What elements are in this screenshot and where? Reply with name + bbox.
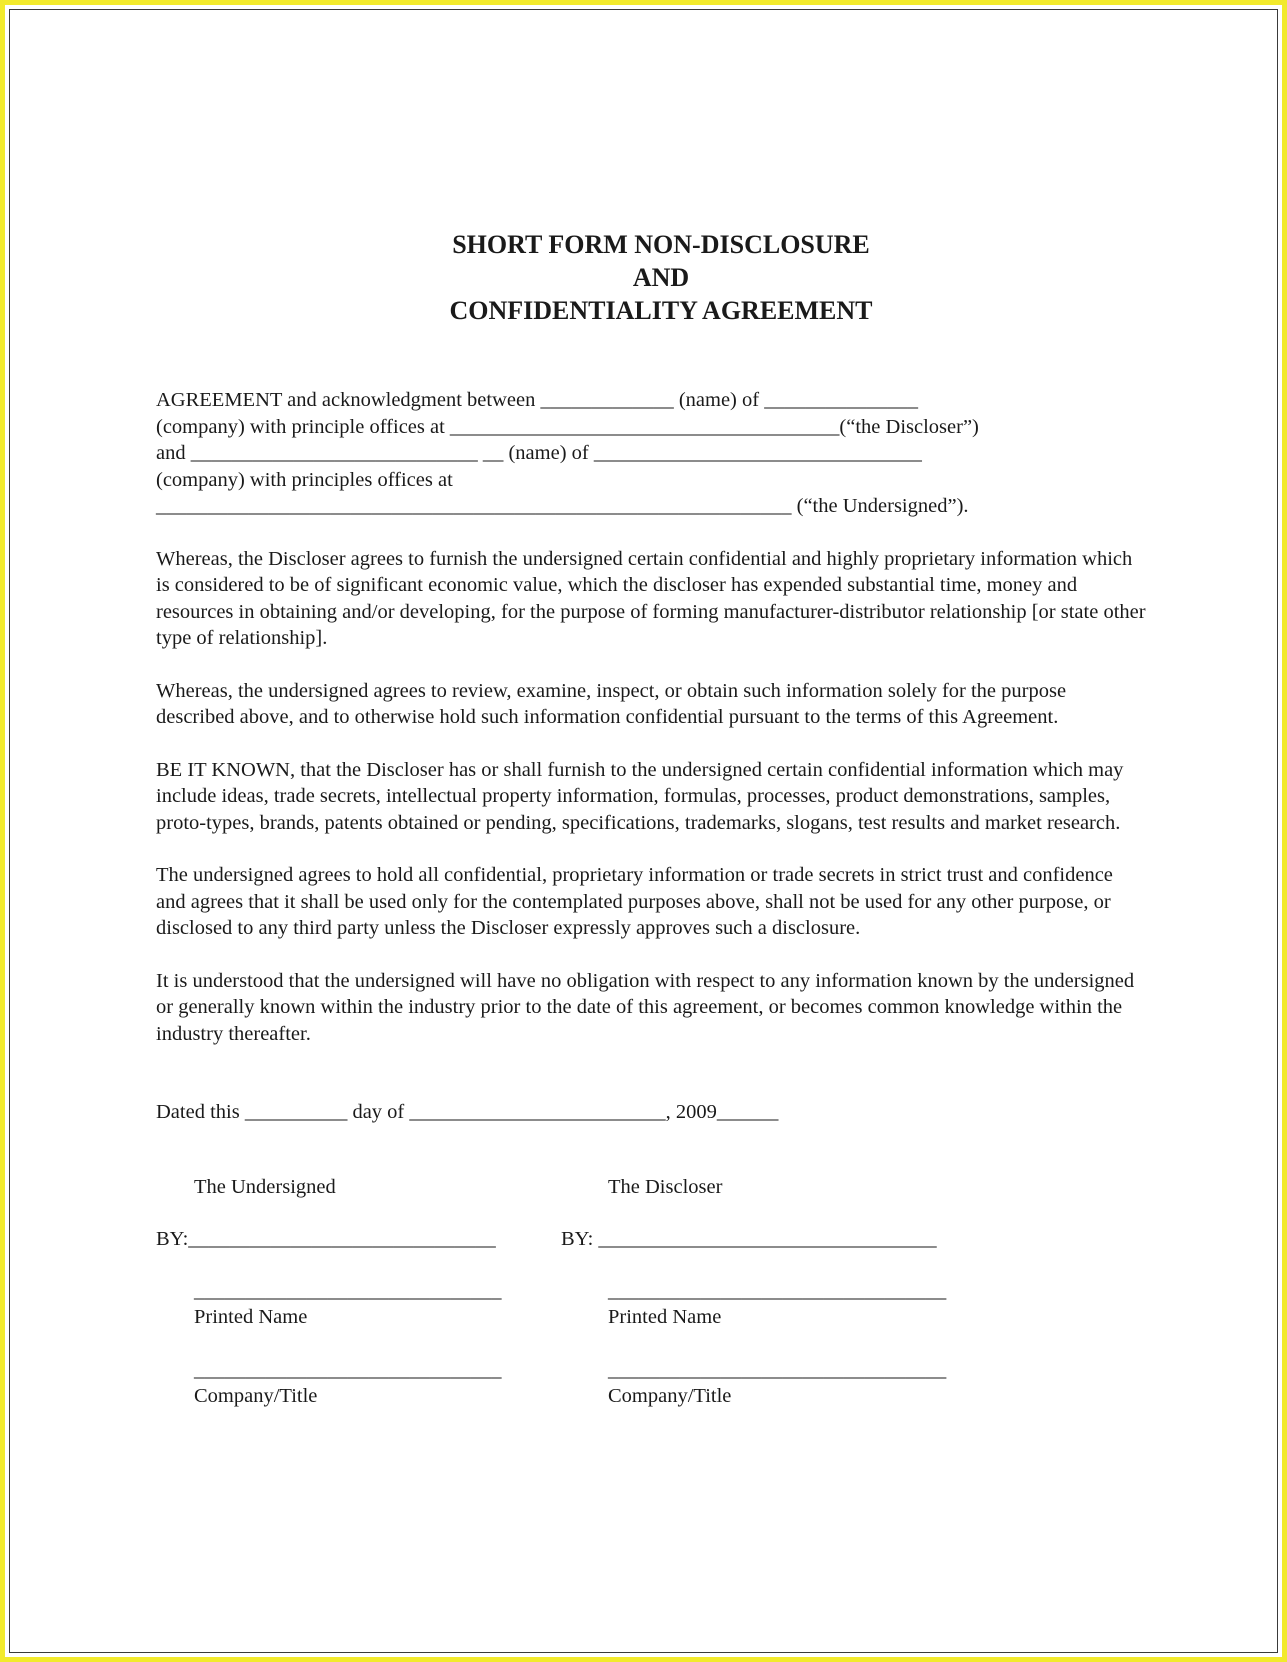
- intro-line-2: (company) with principle offices at ______________________________________(“the Discloser”): [156, 415, 979, 438]
- intro-line-5: ______________________________________________________________ (“the Undersigned”).: [156, 495, 969, 517]
- discloser-printed-name-line: _________________________________: [608, 1279, 947, 1302]
- signature-block: [156, 1174, 1146, 1434]
- discloser-company-title-line: _________________________________: [608, 1358, 947, 1381]
- undersigned-printed-name-label: Printed Name: [194, 1305, 308, 1328]
- undersigned-by-line: BY:______________________________: [156, 1227, 496, 1250]
- undersigned-heading: The Undersigned: [194, 1175, 336, 1198]
- intro-line-4: (company) with principles offices at: [156, 468, 453, 491]
- title-line-1: SHORT FORM NON-DISCLOSURE: [452, 230, 870, 259]
- title-line-2: AND: [632, 263, 690, 292]
- confidentiality-paragraph: The undersigned agrees to hold all confidential, proprietary information or trade secrets in strict trust and confidence and agrees that it shall be used only for the contemplated purposes above, shall not be used for any other purpose, or disclosed to any third party unless the Discloser expressly approves such a disclosure.: [156, 864, 1113, 939]
- dated-line: Dated this __________ day of _________________________, 2009______: [156, 1101, 779, 1123]
- discloser-by-line: BY: _________________________________: [561, 1227, 937, 1250]
- no-obligation-paragraph: It is understood that the undersigned will have no obligation with respect to any information known by the undersigned or generally known within the industry prior to the date of this agreement, or becomes common knowledge within the industry thereafter.: [156, 969, 1135, 1045]
- undersigned-company-title-label: Company/Title: [194, 1384, 318, 1407]
- be-it-known-paragraph: BE IT KNOWN, that the Discloser has or shall furnish to the undersigned certain confidential information which may include ideas, trade secrets, intellectual property information, formulas, processes, product demonstrations, samples, proto-types, brands, patents obtained or pending, specifications, trademarks, slogans, test results and market research.: [156, 758, 1124, 834]
- undersigned-printed-name-line: ______________________________: [194, 1279, 502, 1302]
- discloser-heading: The Discloser: [608, 1175, 723, 1198]
- whereas-paragraph-2: Whereas, the undersigned agrees to review, examine, inspect, or obtain such information solely for the purpose described above, and to otherwise hold such information confidential pursuant to the terms of this Agreement.: [156, 679, 1067, 728]
- title-line-3: CONFIDENTIALITY AGREEMENT: [449, 296, 873, 325]
- document-title: [156, 228, 1146, 327]
- undersigned-company-title-line: ______________________________: [194, 1358, 502, 1381]
- discloser-company-title-label: Company/Title: [608, 1384, 732, 1407]
- agreement-document: [156, 228, 1146, 1434]
- whereas-paragraph-1: Whereas, the Discloser agrees to furnish the undersigned certain confidential and highly proprietary information which is considered to be of significant economic value, which the discloser has expended substantial time, money and resources in obtaining and/or developing, for the purpose of forming manufacturer-distributor relationship [or state other type of relationship].: [156, 547, 1146, 649]
- parties-intro: [156, 387, 1146, 520]
- intro-line-3: and ____________________________ __ (name) of ________________________________: [156, 442, 922, 464]
- discloser-printed-name-label: Printed Name: [608, 1305, 722, 1328]
- intro-line-1: AGREEMENT and acknowledgment between _____________ (name) of _______________: [156, 389, 918, 411]
